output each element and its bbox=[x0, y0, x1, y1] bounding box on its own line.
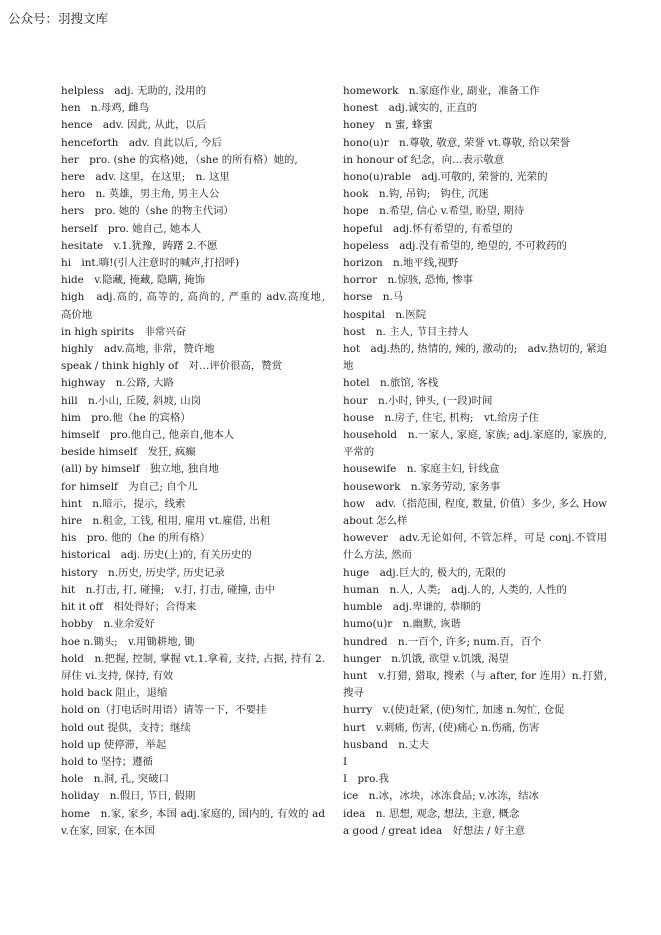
vocab-entry: how adv.（指范围, 程度, 数量, 价值）多少, 多么 How about 怎么样 bbox=[343, 497, 607, 528]
vocab-entry: honey n 蜜, 蜂蜜 bbox=[343, 119, 433, 132]
vocab-entry: in high spirits 非常兴奋 bbox=[61, 325, 187, 338]
vocab-entry: hi int.嗨!(引人注意时的喊声,打招呼) bbox=[61, 257, 240, 270]
vocab-entry: highly adv.高地, 非常，赞许地 bbox=[61, 343, 215, 356]
vocab-entry: in honour of 纪念，向…表示敬意 bbox=[343, 153, 505, 166]
vocab-entry: hen n.母鸡, 雌鸟 bbox=[61, 102, 150, 115]
vocab-entry: housework n.家务劳动, 家务事 bbox=[343, 480, 501, 493]
vocab-entry: himself pro.他自己, 他亲自,他本人 bbox=[61, 429, 235, 442]
left-column bbox=[61, 83, 336, 840]
vocab-entry: hold up 使停滞，举起 bbox=[61, 738, 167, 751]
vocab-entry: hold n.把握, 控制, 掌握 vt.1.拿着, 支持, 占据, 持有 2. 屏住 vi.支持, 保持, 有效 bbox=[61, 652, 325, 682]
vocab-entry: housewife n. 家庭主妇, 针线盒 bbox=[343, 463, 500, 476]
vocab-entry: for himself 为自己; 自个儿 bbox=[61, 480, 198, 493]
vocab-entry: hint n.暗示，提示，线索 bbox=[61, 497, 186, 510]
vocab-entry: hole n.洞, 孔, 突破口 bbox=[61, 773, 169, 786]
vocab-entry: hunt v.打猎, 猎取, 搜索（与 after, for 连用）n.打猎, 搜寻 bbox=[343, 669, 607, 700]
vocab-entry: him pro.他（he 的宾格） bbox=[61, 411, 191, 424]
vocab-entry: hunger n.饥饿, 欲望 v.饥饿, 渴望 bbox=[343, 652, 509, 665]
vocab-entry: helpless adj. 无助的, 没用的 bbox=[61, 85, 206, 97]
vocab-entry: homework n.家庭作业, 副业，准备工作 bbox=[343, 85, 540, 97]
vocab-entry: horror n.惊骇, 恐怖, 惨事 bbox=[343, 274, 474, 287]
vocab-entry: I bbox=[343, 755, 348, 768]
vocab-entry: horizon n.地平线,视野 bbox=[343, 257, 459, 270]
vocab-entry: husband n.丈夫 bbox=[343, 738, 430, 751]
vocab-entry: speak / think highly of 对…评价很高，赞赏 bbox=[61, 360, 283, 373]
vocab-entry: hobby n.业余爱好 bbox=[61, 618, 156, 631]
vocab-entry: hotel n.旅馆, 客栈 bbox=[343, 377, 439, 390]
vocab-entry: historical adj. 历史(上)的, 有关历史的 bbox=[61, 549, 252, 562]
vocab-entry: hopeless adj.没有希望的, 绝望的, 不可救药的 bbox=[343, 239, 567, 252]
vocab-entry: hero n. 英雄，男主角, 男主人公 bbox=[61, 188, 220, 201]
vocab-entry: ice n.冰，冰块，冰冻食品; v.冰冻，结冰 bbox=[343, 790, 539, 803]
vocab-entry: hurry v.(使)赶紧, (使)匆忙, 加速 n.匆忙, 仓促 bbox=[343, 704, 565, 717]
vocab-entry: host n. 主人, 节目主持人 bbox=[343, 325, 469, 338]
vocab-entry: hoe n.锄头; v.用锄耕地, 锄 bbox=[61, 635, 195, 648]
vocab-entry: home n.家, 家乡, 本国 adj.家庭的, 国内的, 有效的 adv.在家, 回家, 在本国 bbox=[61, 807, 325, 837]
vocab-entry: household n.一家人, 家庭, 家族; adj.家庭的, 家族的,平常的 bbox=[343, 429, 607, 459]
vocab-entry: (all) by himself 独立地, 独自地 bbox=[61, 463, 219, 476]
vocab-entry: I pro.我 bbox=[343, 773, 389, 786]
vocab-entry: hold back 阻止，退缩 bbox=[61, 687, 168, 700]
vocab-entry: idea n. 思想, 观念, 想法, 主意, 概念 bbox=[343, 807, 520, 820]
vocab-entry: humble adj.卑谦的, 恭顺的 bbox=[343, 601, 482, 614]
vocab-entry: his pro. 他的（he 的所有格） bbox=[61, 532, 211, 545]
vocab-entry: holiday n.假日, 节日, 假期 bbox=[61, 790, 196, 803]
vocab-entry: hono(u)rable adj.可敬的, 荣誉的, 光荣的 bbox=[343, 171, 548, 184]
vocab-entry: hook n.钩, 吊钩; 钩住, 沉迷 bbox=[343, 188, 489, 201]
vocab-entry: hurt v.刺痛, 伤害, (使)痛心 n.伤痛, 伤害 bbox=[343, 721, 540, 734]
vocab-entry: herself pro. 她自己, 她本人 bbox=[61, 222, 202, 235]
vocab-entry: humo(u)r n.幽默, 诙谐 bbox=[343, 618, 461, 631]
vocab-entry: hold out 提供，支持；继续 bbox=[61, 721, 191, 734]
vocab-entry: horse n.马 bbox=[343, 291, 404, 304]
vocab-entry: hour n.小时, 钟头, (一段)时间 bbox=[343, 394, 493, 407]
vocab-entry: hide v.隐藏, 掩藏, 隐瞒, 掩饰 bbox=[61, 274, 206, 287]
vocab-entry: hers pro. 她的（she 的物主代词） bbox=[61, 205, 234, 218]
vocab-entry: hono(u)r n.尊敬, 敬意, 荣誉 vt.尊敬, 给以荣誉 bbox=[343, 136, 571, 149]
vocab-entry: here adv. 这里，在这里; n. 这里 bbox=[61, 171, 230, 184]
vocab-entry: beside himself 发狂, 疯癫 bbox=[61, 446, 196, 459]
vocab-entry: history n.历史, 历史学, 历史记录 bbox=[61, 566, 225, 579]
vocab-entry: henceforth adv. 自此以后, 今后 bbox=[61, 136, 222, 149]
vocab-entry: hold to 坚持；遵循 bbox=[61, 755, 153, 768]
vocab-entry: highway n.公路, 大路 bbox=[61, 377, 174, 390]
vocab-entry: hopeful adj.怀有希望的, 有希望的 bbox=[343, 222, 513, 235]
vocab-entry: hold on（打电话时用语）请等一下，不要挂 bbox=[61, 704, 267, 717]
vocab-entry: hospital n.医院 bbox=[343, 308, 427, 321]
vocab-entry: honest adj.诚实的, 正直的 bbox=[343, 102, 478, 115]
vocab-entry: hesitate v.1.犹豫，踌躇 2.不愿 bbox=[61, 239, 218, 252]
vocab-entry: hit it off 相处得好；合得来 bbox=[61, 601, 197, 614]
vocab-entry: human n.人, 人类; adj.人的, 人类的, 人性的 bbox=[343, 583, 567, 596]
vocab-entry: however adv.无论如何, 不管怎样，可是 conj.不管用什么方法, 然而 bbox=[343, 532, 607, 562]
vocab-entry: hundred n.一百个, 许多; num.百，百个 bbox=[343, 635, 542, 648]
vocab-entry: huge adj.巨大的, 极大的, 无限的 bbox=[343, 566, 506, 579]
right-column bbox=[343, 83, 607, 840]
vocab-entry: hope n.希望, 信心 v.希望, 盼望, 期待 bbox=[343, 205, 525, 218]
vocab-entry: hot adj.热的, 热情的, 辣的, 激动的; adv.热切的, 紧迫地 bbox=[343, 343, 607, 373]
page-header: 公众号：羽搜文库 bbox=[8, 11, 109, 26]
vocab-entry: high adj.高的, 高等的, 高尚的, 严重的 adv.高度地, 高价地 bbox=[61, 291, 336, 321]
vocab-entry: hence adv. 因此, 从此，以后 bbox=[61, 119, 207, 132]
vocab-entry: her pro. (she 的宾格)她，（she 的所有格）她的, bbox=[61, 153, 298, 166]
vocab-entry: hire n.租金, 工钱, 租用, 雇用 vt.雇借, 出租 bbox=[61, 515, 271, 528]
vocab-entry: hill n.小山, 丘陵, 斜坡, 山岗 bbox=[61, 394, 201, 407]
vocab-entry: a good / great idea 好想法 / 好主意 bbox=[343, 824, 526, 837]
vocab-entry: house n.房子, 住宅, 机构; vt.给房子住 bbox=[343, 411, 539, 424]
vocab-entry: hit n.打击, 打, 碰撞; v.打, 打击, 碰撞, 击中 bbox=[61, 583, 276, 596]
